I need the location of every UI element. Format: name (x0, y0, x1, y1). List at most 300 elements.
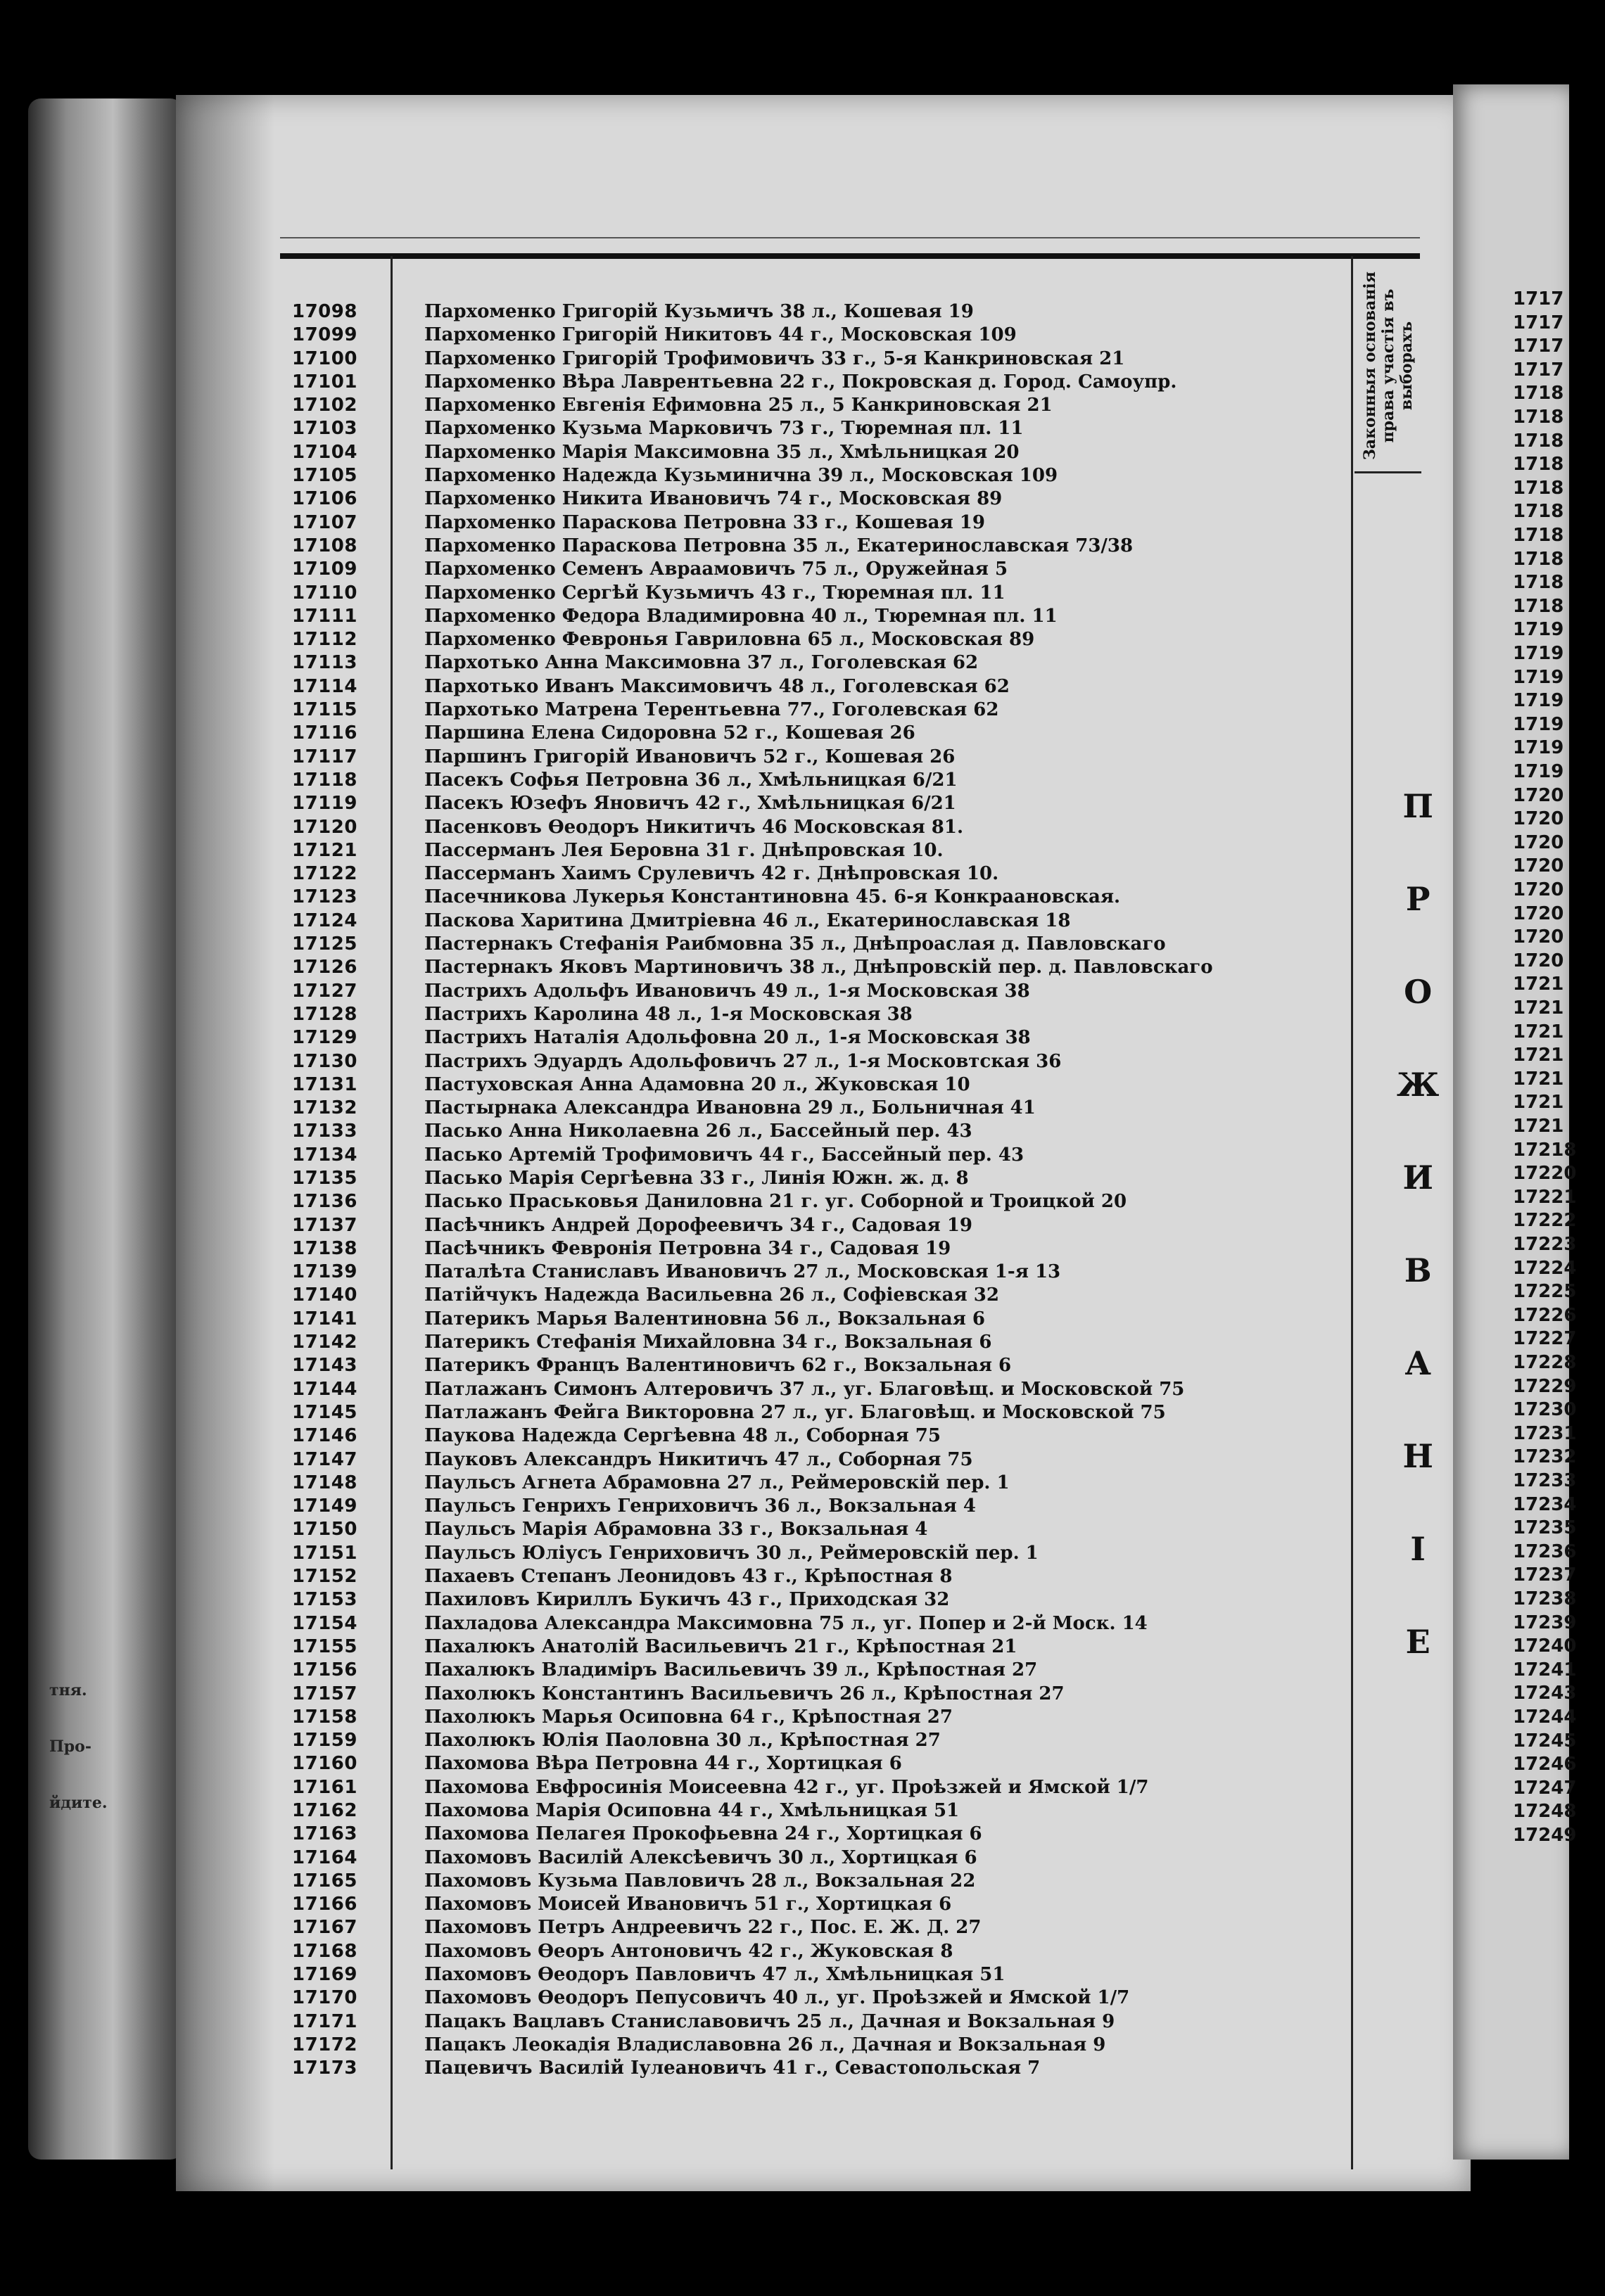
entry-number: 17141 (292, 1308, 357, 1329)
right-page-number: 17234 (1513, 1493, 1577, 1515)
right-page-number: 17225 (1513, 1281, 1577, 1303)
entry-text: Пастрихъ Наталія Адольфовна 20 л., 1-я Московская 38 (424, 1027, 1031, 1049)
entry-number: 17152 (292, 1566, 357, 1588)
entry-number: 17132 (292, 1097, 357, 1119)
entry-text: Паталѣта Станиславъ Ивановичъ 27 л., Московская 1-я 13 (424, 1261, 1061, 1283)
right-page-number: 17239 (1513, 1612, 1577, 1633)
right-page-number: 1721 (1513, 974, 1564, 995)
right-page-number: 17221 (1513, 1186, 1577, 1208)
list-item (285, 1472, 1340, 1495)
list-item (285, 488, 1340, 511)
entry-text: Пасекъ Юзефъ Яновичъ 42 г., Хмѣльницкая 6/21 (424, 793, 956, 815)
vertical-title-letter: Р (1405, 880, 1430, 918)
entry-number: 17104 (292, 441, 357, 463)
right-page-number: 1720 (1513, 831, 1564, 853)
right-page-number: 17247 (1513, 1777, 1577, 1799)
entry-number: 17111 (292, 605, 357, 627)
entry-number: 17154 (292, 1612, 357, 1634)
right-page-number: 1719 (1513, 643, 1564, 664)
entry-text: Пасько Артемій Трофимовичъ 44 г., Бассейный пер. 43 (424, 1144, 1024, 1166)
vertical-title-letter: А (1404, 1344, 1431, 1382)
entry-number: 17151 (292, 1542, 357, 1564)
entry-number: 17164 (292, 1847, 357, 1868)
entry-text: Пархоменко Григорій Кузьмичъ 38 л., Кошевая 19 (424, 301, 974, 322)
right-page-number: 17230 (1513, 1399, 1577, 1421)
list-item (285, 933, 1340, 957)
entry-text: Пасѣчникъ Андрей Дорофеевичъ 34 г., Садовая 19 (424, 1214, 972, 1236)
list-item (285, 301, 1340, 324)
entry-number: 17118 (292, 769, 357, 791)
entry-text: Пасекъ Софья Петровна 36 л., Хмѣльницкая 6/21 (424, 769, 958, 791)
right-page-number: 17233 (1513, 1470, 1577, 1491)
entry-text: Паульсъ Юліусъ Генриховичъ 30 л., Реймеровскій пер. 1 (424, 1542, 1039, 1564)
entry-text: Пархоменко Параскова Петровна 35 л., Екатеринославская 73/38 (424, 535, 1134, 556)
entry-text: Пахомовъ Моисей Ивановичъ 51 г., Хортицкая 6 (424, 1894, 952, 1915)
list-item (285, 1823, 1340, 1847)
entry-text: Пахомовъ Ѳеодоръ Павловичъ 47 л., Хмѣльницкая 51 (424, 1964, 1005, 1986)
right-page-number: 17237 (1513, 1564, 1577, 1586)
entry-number: 17145 (292, 1401, 357, 1423)
list-item (285, 1261, 1340, 1284)
list-item (285, 1332, 1340, 1355)
list-item (285, 442, 1340, 465)
right-page-number: 1718 (1513, 548, 1564, 570)
list-item (285, 559, 1340, 582)
entry-number: 17125 (292, 933, 357, 955)
vertical-title-letter: Ж (1397, 1066, 1440, 1104)
entry-number: 17157 (292, 1683, 357, 1704)
entry-text: Пастрихъ Адольфъ Ивановичъ 49 л., 1-я Московская 38 (424, 980, 1030, 1002)
entry-text: Пархоменко Григорій Трофимовичъ 33 г., 5-я Канкриновская 21 (424, 347, 1125, 369)
right-page-number: 1719 (1513, 713, 1564, 735)
entry-text: Пахомова Евфросинія Моисеевна 42 г., уг. Проѣзжей и Ямской 1/7 (424, 1776, 1149, 1798)
entry-number: 17160 (292, 1753, 357, 1775)
list-item (285, 1730, 1340, 1753)
right-page-number: 1720 (1513, 784, 1564, 806)
right-page-number: 17245 (1513, 1730, 1577, 1752)
entry-text: Пахолюкъ Марья Осиповна 64 г., Крѣпостная 27 (424, 1706, 953, 1728)
list-item (285, 1425, 1340, 1448)
entry-text: Пауковъ Александръ Никитичъ 47 л., Соборная 75 (424, 1448, 973, 1470)
list-item (285, 1777, 1340, 1800)
entry-text: Патерикъ Марья Валентиновна 56 л., Вокзальная 6 (424, 1308, 985, 1329)
list-item (285, 1449, 1340, 1472)
right-page-number: 1719 (1513, 666, 1564, 688)
right-page-number: 1720 (1513, 855, 1564, 877)
entry-number: 17123 (292, 886, 357, 908)
right-page-number: 1720 (1513, 950, 1564, 971)
entry-number: 17142 (292, 1332, 357, 1353)
entry-text: Пархоменко Федора Владимировна 40 л., Тюремная пл. 11 (424, 605, 1058, 627)
right-page-number: 17238 (1513, 1588, 1577, 1609)
right-page-number: 17244 (1513, 1707, 1577, 1728)
list-item (285, 1800, 1340, 1823)
list-item (285, 1238, 1340, 1261)
entry-number: 17131 (292, 1073, 357, 1095)
entry-text: Пахомовъ Василій Алексѣевичъ 30 л., Хортицкая 6 (424, 1847, 977, 1868)
vertical-title-letter: П (1402, 787, 1433, 825)
right-page-number: 17218 (1513, 1139, 1577, 1161)
margin-label: тня. (49, 1681, 87, 1699)
entry-text: Паукова Надежда Сергѣевна 48 л., Соборная 75 (424, 1425, 941, 1447)
vertical-title (1397, 760, 1439, 1688)
list-item (285, 2034, 1340, 2058)
right-page-number: 1720 (1513, 808, 1564, 830)
entry-text: Пахомовъ Ѳеодоръ Пепусовичъ 40 л., уг. Проѣзжей и Ямской 1/7 (424, 1987, 1130, 2009)
right-page-number: 1717 (1513, 336, 1564, 357)
list-item (285, 1753, 1340, 1776)
entry-text: Паульсъ Марія Абрамовна 33 г., Вокзальная 4 (424, 1519, 928, 1541)
right-page-number: 17222 (1513, 1210, 1577, 1232)
entry-number: 17115 (292, 699, 357, 721)
list-item (285, 1355, 1340, 1378)
right-page-number: 1721 (1513, 1021, 1564, 1042)
vertical-title-letter: О (1404, 973, 1433, 1011)
entry-number: 17173 (292, 2058, 357, 2079)
vertical-title-letter: В (1404, 1251, 1432, 1289)
entry-number: 17140 (292, 1284, 357, 1306)
margin-label: йдите. (49, 1794, 108, 1812)
list-item (285, 770, 1340, 793)
right-page-number: 1718 (1513, 383, 1564, 404)
entry-number: 17156 (292, 1659, 357, 1681)
entry-number: 17130 (292, 1050, 357, 1072)
entry-number: 17103 (292, 418, 357, 440)
entry-number: 17148 (292, 1472, 357, 1493)
entry-text: Патійчукъ Надежда Васильевна 26 л., Софіевская 32 (424, 1284, 999, 1306)
right-page-number: 1719 (1513, 737, 1564, 759)
right-page-number: 17228 (1513, 1352, 1577, 1373)
list-item (285, 1215, 1340, 1238)
list-item (285, 1683, 1340, 1707)
entry-number: 17119 (292, 793, 357, 815)
entry-number: 17155 (292, 1635, 357, 1657)
entry-text: Пахомова Марія Осиповна 44 г., Хмѣльницкая 51 (424, 1800, 960, 1821)
entry-number: 17149 (292, 1495, 357, 1517)
right-page-number: 1719 (1513, 761, 1564, 782)
entry-number: 17153 (292, 1589, 357, 1611)
entry-text: Паскова Харитина Дмитріевна 46 л., Екатеринославская 18 (424, 910, 1071, 931)
entry-number: 17146 (292, 1425, 357, 1447)
entry-text: Пасечникова Лукерья Константиновна 45. 6-я Конкраановская. (424, 886, 1121, 908)
list-item (285, 1964, 1340, 1987)
entry-text: Пастрихъ Эдуардъ Адольфовичъ 27 л., 1-я Московтская 36 (424, 1050, 1062, 1072)
right-page-number: 17246 (1513, 1754, 1577, 1775)
entry-text: Патерикъ Стефанія Михайловна 34 г., Вокзальная 6 (424, 1332, 992, 1353)
entry-text: Пахиловъ Кириллъ Букичъ 43 г., Приходская 32 (424, 1589, 950, 1611)
entry-number: 17128 (292, 1003, 357, 1025)
entry-number: 17101 (292, 371, 357, 393)
right-page-number: 17220 (1513, 1163, 1577, 1185)
entry-text: Пахалюкъ Анатолій Васильевичъ 21 г., Крѣпостная 21 (424, 1635, 1017, 1657)
entry-text: Пастырнака Александра Ивановна 29 л., Больничная 41 (424, 1097, 1036, 1119)
list-item (285, 1284, 1340, 1308)
right-page-number: 17241 (1513, 1659, 1577, 1680)
entry-number: 17166 (292, 1894, 357, 1915)
entry-text: Паршина Елена Сидоровна 52 г., Кошевая 26 (424, 722, 915, 744)
entry-number: 17127 (292, 980, 357, 1002)
entry-text: Пархотько Иванъ Максимовичъ 48 л., Гоголевская 62 (424, 675, 1010, 697)
right-page-number: 17236 (1513, 1541, 1577, 1562)
side-column-header (1355, 260, 1421, 473)
entry-number: 17116 (292, 722, 357, 744)
list-item (285, 1051, 1340, 1074)
entry-text: Патерикъ Францъ Валентиновичъ 62 г., Вокзальная 6 (424, 1355, 1012, 1377)
entry-text: Пацакъ Леокадія Владиславовна 26 л., Дачная и Вокзальная 9 (424, 2034, 1106, 2055)
list-item (285, 1074, 1340, 1097)
list-item (285, 465, 1340, 488)
entry-number: 17098 (292, 301, 357, 322)
list-item (285, 348, 1340, 371)
entry-number: 17120 (292, 816, 357, 838)
entry-text: Пахомовъ Ѳеоръ Антоновичъ 42 г., Жуковская 8 (424, 1940, 953, 1962)
entry-text: Пацакъ Вацлавъ Станиславовичъ 25 л., Дачная и Вокзальная 9 (424, 2010, 1115, 2032)
entry-text: Пархотько Матрена Терентьевна 77., Гоголевская 62 (424, 699, 999, 721)
list-item (285, 746, 1340, 770)
list-item (285, 1870, 1340, 1894)
entry-text: Пахомова Пелагея Прокофьевна 24 г., Хортицкая 6 (424, 1823, 982, 1845)
list-item (285, 863, 1340, 886)
right-page-number: 1718 (1513, 572, 1564, 594)
list-item (285, 1308, 1340, 1332)
entry-text: Пассерманъ Хаимъ Срулевичъ 42 г. Днѣпровская 10. (424, 863, 999, 885)
entry-number: 17133 (292, 1121, 357, 1142)
vertical-title-letter: И (1402, 1159, 1433, 1197)
entry-number: 17108 (292, 535, 357, 556)
entry-number: 17117 (292, 746, 357, 767)
entry-number: 17158 (292, 1706, 357, 1728)
list-item (285, 2011, 1340, 2034)
entry-text: Пасько Марія Сергѣевна 33 г., Линія Южн. ж. д. 8 (424, 1167, 969, 1189)
entry-number: 17144 (292, 1378, 357, 1400)
right-page-number: 1718 (1513, 454, 1564, 476)
entry-number: 17126 (292, 957, 357, 978)
list-item (285, 1941, 1340, 1964)
list-item (285, 1402, 1340, 1425)
entry-text: Пассерманъ Лея Беровна 31 г. Днѣпровская 10. (424, 839, 944, 861)
entry-number: 17170 (292, 1987, 357, 2009)
list-item (285, 535, 1340, 559)
right-page-number: 1719 (1513, 619, 1564, 641)
list-item (285, 1519, 1340, 1542)
right-page-number: 1718 (1513, 407, 1564, 428)
right-page-number: 17249 (1513, 1825, 1577, 1846)
right-page-number: 17240 (1513, 1635, 1577, 1657)
list-item (285, 1097, 1340, 1121)
entry-number: 17147 (292, 1448, 357, 1470)
entry-number: 17105 (292, 465, 357, 487)
gutter-shadow (176, 95, 274, 2191)
entry-text: Пархоменко Февронья Гавриловна 65 л., Московская 89 (424, 629, 1035, 651)
entry-number: 17106 (292, 488, 357, 510)
entry-number: 17172 (292, 2034, 357, 2055)
entry-text: Пархотько Анна Максимовна 37 л., Гоголевская 62 (424, 652, 979, 674)
entry-text: Пахолюкъ Юлія Паоловна 30 л., Крѣпостная 27 (424, 1730, 941, 1752)
list-item (285, 1004, 1340, 1027)
right-page-number: 17224 (1513, 1257, 1577, 1279)
entry-number: 17169 (292, 1964, 357, 1986)
right-page-number: 1718 (1513, 595, 1564, 617)
list-item (285, 1566, 1340, 1589)
list-item (285, 629, 1340, 652)
entry-text: Пастернакъ Яковъ Мартиновичъ 38 л., Днѣпровскій пер. д. Павловскаго (424, 957, 1213, 978)
list-item (285, 1917, 1340, 1940)
entry-number: 17107 (292, 511, 357, 533)
entry-text: Паульсъ Генрихъ Генриховичъ 36 л., Вокзальная 4 (424, 1495, 976, 1517)
entry-text: Пастернакъ Стефанія Раибмовна 35 л., Днѣпроаслая д. Павловскаго (424, 933, 1166, 955)
list-item (285, 1495, 1340, 1519)
entry-text: Пахомова Вѣра Петровна 44 г., Хортицкая 6 (424, 1753, 902, 1775)
list-item (285, 699, 1340, 722)
list-item (285, 371, 1340, 395)
right-page-number: 1718 (1513, 430, 1564, 452)
entry-number: 17124 (292, 910, 357, 931)
right-page-number: 1720 (1513, 879, 1564, 900)
list-item (285, 1168, 1340, 1191)
list-item (285, 2058, 1340, 2081)
right-page-number: 1720 (1513, 903, 1564, 924)
list-item (285, 1636, 1340, 1659)
right-page-number: 1717 (1513, 288, 1564, 310)
entry-list (285, 301, 1340, 2081)
right-page-number: 1718 (1513, 477, 1564, 499)
right-page-number: 17248 (1513, 1801, 1577, 1823)
entry-text: Пархоменко Параскова Петровна 33 г., Кошевая 19 (424, 511, 985, 533)
right-page-number: 1717 (1513, 359, 1564, 381)
list-item (285, 722, 1340, 746)
entry-number: 17150 (292, 1519, 357, 1541)
entry-number: 17136 (292, 1191, 357, 1213)
entry-number: 17167 (292, 1917, 357, 1939)
list-item (285, 1027, 1340, 1050)
right-page-number: 17226 (1513, 1304, 1577, 1326)
entry-number: 17159 (292, 1730, 357, 1752)
right-page-number: 1718 (1513, 501, 1564, 523)
entry-text: Пацевичъ Василій Іулеановичъ 41 г., Севастопольская 7 (424, 2058, 1041, 2079)
right-page-number: 1721 (1513, 1068, 1564, 1090)
entry-number: 17112 (292, 629, 357, 651)
right-page-number: 17227 (1513, 1328, 1577, 1350)
entry-text: Пархоменко Евгенія Ефимовна 25 л., 5 Канкриновская 21 (424, 395, 1053, 416)
entry-text: Пархоменко Сергѣй Кузьмичъ 43 г., Тюремная пл. 11 (424, 582, 1005, 604)
list-item (285, 1613, 1340, 1636)
entry-number: 17138 (292, 1237, 357, 1259)
right-page-number: 17223 (1513, 1234, 1577, 1255)
vertical-title-letter: Е (1405, 1623, 1430, 1661)
entry-text: Пахаевъ Степанъ Леонидовъ 43 г., Крѣпостная 8 (424, 1566, 953, 1588)
entry-text: Пастрихъ Каролина 48 л., 1-я Московская 38 (424, 1003, 913, 1025)
entry-text: Пахолюкъ Константинъ Васильевичъ 26 л., Крѣпостная 27 (424, 1683, 1065, 1704)
entry-text: Пархоменко Григорій Никитовъ 44 г., Московская 109 (424, 324, 1017, 346)
right-page-number: 1720 (1513, 926, 1564, 948)
entry-text: Пархоменко Никита Ивановичъ 74 г., Московская 89 (424, 488, 1003, 510)
entry-text: Пахомовъ Петръ Андреевичъ 22 г., Пос. Е. Ж. Д. 27 (424, 1917, 982, 1939)
entry-text: Пархоменко Кузьма Марковичъ 73 г., Тюремная пл. 11 (424, 418, 1024, 440)
list-item (285, 981, 1340, 1004)
entry-number: 17161 (292, 1776, 357, 1798)
entry-number: 17122 (292, 863, 357, 885)
list-item (285, 910, 1340, 933)
right-page-number: 1721 (1513, 1045, 1564, 1066)
side-column-label: Законныя основанія права участія въ выборахъ (1360, 272, 1416, 460)
list-item (285, 582, 1340, 606)
entry-number: 17129 (292, 1027, 357, 1049)
list-item (285, 1543, 1340, 1566)
entry-text: Пахладова Александра Максимовна 75 л., уг. Попер и 2-й Моск. 14 (424, 1612, 1148, 1634)
entry-number: 17163 (292, 1823, 357, 1845)
right-page-number: 17229 (1513, 1375, 1577, 1397)
entry-number: 17139 (292, 1261, 357, 1283)
right-page-number: 17231 (1513, 1422, 1577, 1444)
list-item (285, 793, 1340, 816)
entry-text: Пасенковъ Ѳеодоръ Никитичъ 46 Московская 81. (424, 816, 964, 838)
list-item (285, 1847, 1340, 1870)
entry-text: Пахалюкъ Владиміръ Васильевичъ 39 л., Крѣпостная 27 (424, 1659, 1038, 1681)
right-page-number: 17235 (1513, 1517, 1577, 1539)
entry-number: 17114 (292, 675, 357, 697)
entry-text: Пасѣчникъ Февронія Петровна 34 г., Садовая 19 (424, 1237, 951, 1259)
list-item (285, 886, 1340, 910)
entry-text: Пасько Анна Николаевна 26 л., Бассейный пер. 43 (424, 1121, 972, 1142)
list-item (285, 1589, 1340, 1612)
right-page-number: 1717 (1513, 312, 1564, 333)
entry-number: 17121 (292, 839, 357, 861)
list-item (285, 840, 1340, 863)
right-page-number: 1719 (1513, 690, 1564, 712)
list-item (285, 1144, 1340, 1168)
list-item (285, 1987, 1340, 2010)
entry-text: Паульсъ Агнета Абрамовна 27 л., Реймеровскій пер. 1 (424, 1472, 1010, 1493)
entry-number: 17100 (292, 347, 357, 369)
entry-number: 17143 (292, 1355, 357, 1377)
list-item (285, 1379, 1340, 1402)
vertical-title-letter: І (1410, 1530, 1426, 1568)
list-item (285, 1894, 1340, 1917)
list-item (285, 512, 1340, 535)
entry-number: 17102 (292, 395, 357, 416)
entry-text: Пархоменко Марія Максимовна 35 л., Хмѣльницкая 20 (424, 441, 1020, 463)
side-column-divider (1351, 256, 1353, 2169)
entry-text: Патлажанъ Симонъ Алтеровичъ 37 л., уг. Благовѣщ. и Московской 75 (424, 1378, 1185, 1400)
list-item (285, 324, 1340, 347)
entry-number: 17134 (292, 1144, 357, 1166)
entry-number: 17162 (292, 1800, 357, 1821)
list-item (285, 606, 1340, 629)
list-item (285, 1191, 1340, 1214)
list-item (285, 957, 1340, 980)
entry-text: Пархоменко Вѣра Лаврентьевна 22 г., Покровская д. Город. Самоупр. (424, 371, 1177, 393)
entry-text: Пасько Праськовья Даниловна 21 г. уг. Соборной и Троицкой 20 (424, 1191, 1127, 1213)
list-item (285, 676, 1340, 699)
list-item (285, 817, 1340, 840)
list-item (285, 395, 1340, 418)
entry-text: Патлажанъ Фейга Викторовна 27 л., уг. Благовѣщ. и Московской 75 (424, 1401, 1166, 1423)
list-item (285, 652, 1340, 675)
entry-text: Паршинъ Григорій Ивановичъ 52 г., Кошевая 26 (424, 746, 956, 767)
header-rule-thin (280, 237, 1420, 238)
right-page-number: 1721 (1513, 1092, 1564, 1114)
entry-number: 17113 (292, 652, 357, 674)
right-page-edge (1453, 84, 1577, 2160)
vertical-title-letter: Н (1402, 1437, 1433, 1475)
entry-number: 17135 (292, 1167, 357, 1189)
list-item (285, 1659, 1340, 1683)
list-item (285, 1121, 1340, 1144)
right-page-number: 1721 (1513, 1116, 1564, 1137)
right-page-number: 17232 (1513, 1446, 1577, 1468)
entry-text: Пастуховская Анна Адамовна 20 л., Жуковская 10 (424, 1073, 970, 1095)
entry-number: 17109 (292, 559, 357, 580)
